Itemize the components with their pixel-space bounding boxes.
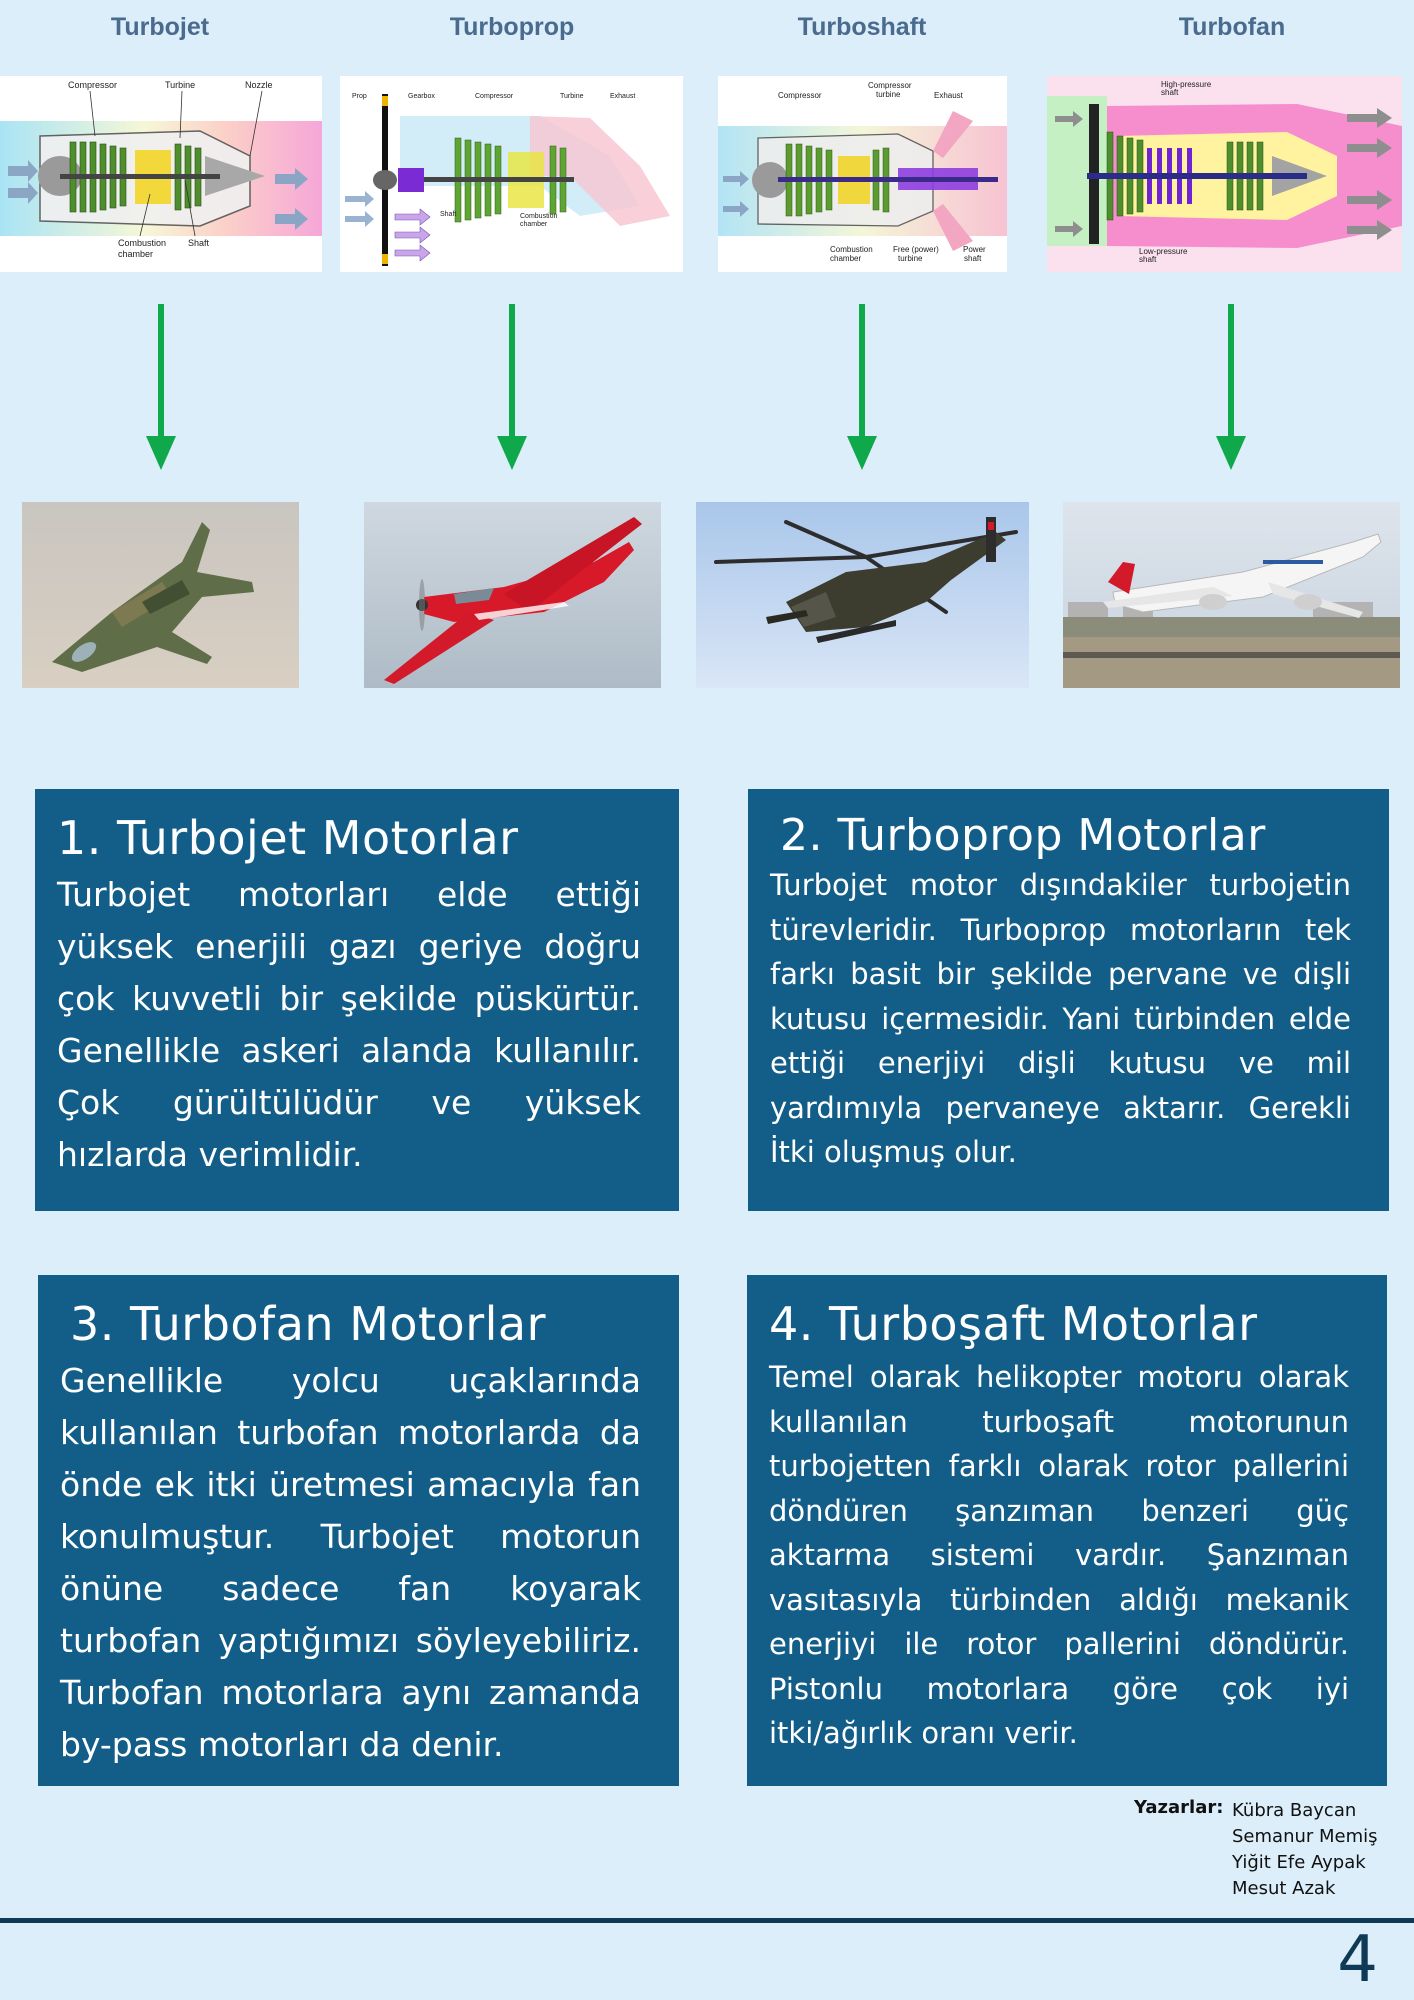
svg-text:chamber: chamber (118, 249, 154, 259)
card-turbofan (38, 1275, 679, 1786)
card-title: 1. Turbojet Motorlar (57, 811, 519, 865)
svg-text:chamber: chamber (520, 221, 548, 228)
svg-text:shaft: shaft (1161, 88, 1179, 97)
green-down-arrow-icon (1216, 304, 1246, 470)
card-turbojet (35, 789, 679, 1211)
author-name: Yiğit Efe Aypak (1232, 1852, 1366, 1873)
svg-text:Turbine: Turbine (560, 93, 584, 100)
svg-text:Exhaust: Exhaust (610, 93, 636, 100)
turboshaft-diagram (718, 76, 1007, 272)
svg-text:Compressor: Compressor (475, 93, 514, 100)
card-title: 3. Turbofan Motorlar (70, 1297, 546, 1351)
turbojet-diagram (0, 76, 322, 272)
fighter-jet-photo (22, 502, 299, 688)
col-title-turboprop: Turboprop (449, 13, 575, 41)
svg-text:Gearbox: Gearbox (408, 93, 435, 100)
svg-text:Power: Power (963, 245, 986, 254)
card-body: Temel olarak helikopter motoru olarak kullanılan turboşaft motorunun turbojetten farklı olarak rotor pallerini döndüren şanzıman benzeri güç aktarma sistemi vardır. Şanzıman vasıtasıyla türbinden aldığı mekanik enerjiyi ile rotor pallerini döndürür. Pistonlu motorlara göre çok iyi itki/ağırlık oranı verir. (769, 1360, 1349, 1750)
svg-text:Shaft: Shaft (188, 238, 210, 248)
footer-divider (0, 1918, 1414, 1923)
card-body: Turbojet motor dışındakiler turbojetin türevleridir. Turboprop motorların tek farkı basit bir şekilde pervane ve dişli kutusu içermesidir. Yani türbinden elde ettiği enerjiyi dişli kutusu ve mil yardımıyla pervaneye aktarır. Gerekli İtki oluşmuş olur. (770, 868, 1351, 1169)
airliner-photo (1063, 502, 1400, 688)
svg-text:High-pressure: High-pressure (1161, 80, 1212, 89)
authors-list (1232, 1798, 1378, 1902)
author-name: Mesut Azak (1232, 1878, 1336, 1899)
svg-text:Compressor: Compressor (868, 81, 912, 90)
turboprop-diagram (340, 76, 683, 272)
svg-text:Combustion: Combustion (830, 245, 873, 254)
svg-text:Turbine: Turbine (165, 80, 196, 90)
card-title: 2. Turboprop Motorlar (780, 810, 1266, 861)
green-down-arrow-icon (146, 304, 176, 470)
card-body: Turbojet motorları elde ettiği yüksek enerjili gazı geriye doğru çok kuvvetli bir şekilde püskürtür. Genellikle askeri alanda kullanılır. Çok gürültülüdür ve yüksek hızlarda verimlidir. (57, 875, 641, 1174)
author-name: Kübra Baycan (1232, 1800, 1357, 1821)
svg-text:Compressor: Compressor (68, 80, 118, 90)
card-turboshaft (747, 1275, 1387, 1786)
card-title: 4. Turboşaft Motorlar (769, 1297, 1258, 1351)
svg-text:Shaft: Shaft (440, 211, 457, 218)
turbofan-diagram (1047, 76, 1402, 272)
svg-text:Combustion: Combustion (520, 213, 558, 220)
svg-text:turbine: turbine (898, 254, 923, 263)
helicopter-photo (696, 502, 1029, 688)
svg-text:Prop: Prop (352, 93, 367, 100)
card-body: Genellikle yolcu uçaklarında kullanılan turbofan motorlarda da önde ek itki üretmesi amacıyla fan konulmuştur. Turbojet motorun önüne sadece fan koyarak turbofan yaptığımızı söyleyebiliriz. Turbofan motorlara aynı zamanda by-pass motorları da denir. (60, 1361, 641, 1764)
authors-label: Yazarlar: (1134, 1797, 1224, 1818)
svg-text:shaft: shaft (1139, 255, 1157, 264)
svg-text:shaft: shaft (964, 254, 982, 263)
card-turboprop (748, 789, 1389, 1211)
svg-text:chamber: chamber (830, 254, 862, 263)
svg-text:Free (power): Free (power) (893, 245, 939, 254)
turboprop-plane-photo (364, 502, 661, 688)
page-number: 4 (1337, 1923, 1378, 1997)
svg-text:Compressor: Compressor (778, 91, 822, 100)
col-title-turboshaft: Turboshaft (797, 13, 927, 41)
svg-text:Exhaust: Exhaust (934, 91, 963, 100)
green-down-arrow-icon (497, 304, 527, 470)
svg-text:Low-pressure: Low-pressure (1139, 247, 1188, 256)
svg-text:Combustion: Combustion (118, 238, 167, 248)
col-title-turbojet: Turbojet (110, 13, 210, 41)
col-title-turbofan: Turbofan (1178, 13, 1286, 41)
author-name: Semanur Memiş (1232, 1826, 1378, 1847)
svg-text:turbine: turbine (876, 90, 901, 99)
green-down-arrow-icon (847, 304, 877, 470)
svg-text:Nozzle: Nozzle (245, 80, 273, 90)
